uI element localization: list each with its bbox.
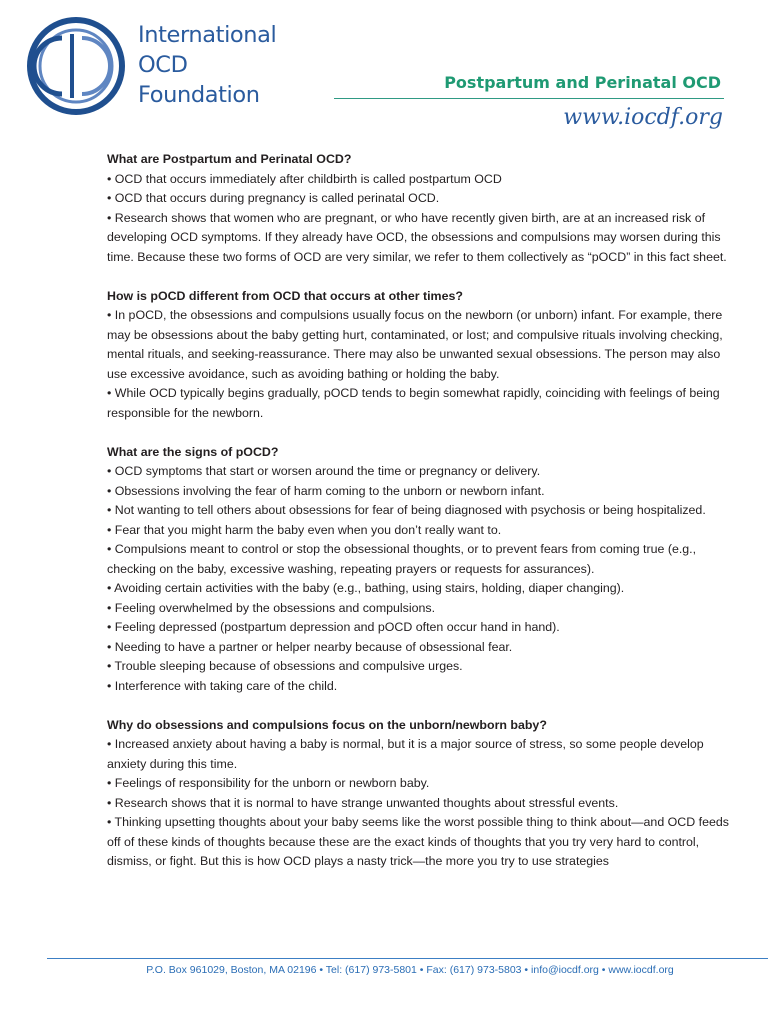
bullet-item: • OCD that occurs during pregnancy is called perinatal OCD. xyxy=(107,191,440,205)
bullet-item: • OCD symptoms that start or worsen around the time or pregnancy or delivery. xyxy=(107,464,541,478)
org-name-line-3: Foundation xyxy=(138,82,260,108)
bullet-item: • Fear that you might harm the baby even when you don’t really want to. xyxy=(107,522,502,537)
bullet-item: • Feeling depressed (postpartum depression and pOCD often occur hand in hand). xyxy=(107,620,560,634)
bullet-item: • In pOCD, the obsessions and compulsions usually focus on the newborn (or unborn) infant. For example, there may be obsessions about the baby getting hurt, contaminated, or lost; and compulsive rituals involving checking, mental rituals, and seeking-reassurance. There may also be unwanted sexual obsessions. The person may also use excessive avoidance, such as avoiding bathing or holding the baby. xyxy=(107,308,723,381)
org-name-line-1: International xyxy=(138,22,277,48)
bullet-item: • Research shows that women who are pregnant, or who have recently given birth, are at an increased risk of developing OCD symptoms. If they already have OCD, the obsessions and compulsions may worsen during this time. Because these two forms of OCD are very similar, we refer to them collectively as “pOCD” in this fact sheet. xyxy=(107,210,727,264)
bullet-item: • Trouble sleeping because of obsessions and compulsive urges. xyxy=(107,659,463,673)
bullet-item: • While OCD typically begins gradually, pOCD tends to begin somewhat rapidly, coinciding with feelings of being responsible for the newborn. xyxy=(107,386,720,420)
bullet-item: • Interference with taking care of the child. xyxy=(107,678,338,693)
section-question: What are Postpartum and Perinatal OCD? xyxy=(107,152,352,166)
fact-sheet-body xyxy=(107,150,729,891)
bullet-item: • Not wanting to tell others about obsessions for fear of being diagnosed with psychosis or being hospitalized. xyxy=(107,503,706,517)
bullet-item: • Feelings of responsibility for the unborn or newborn baby. xyxy=(107,776,430,790)
bullet-item: • OCD that occurs immediately after childbirth is called postpartum OCD xyxy=(107,171,502,186)
bullet-item: • Obsessions involving the fear of harm coming to the unborn or newborn infant. xyxy=(107,483,545,498)
bullet-item: • Needing to have a partner or helper nearby because of obsessional fear. xyxy=(107,639,513,654)
org-name-line-2: OCD xyxy=(138,52,188,78)
section-question: What are the signs of pOCD? xyxy=(107,444,279,459)
website-url[interactable]: www.iocdf.org xyxy=(563,105,723,130)
organization-name xyxy=(138,20,276,110)
bullet-item: • Thinking upsetting thoughts about your baby seems like the worst possible thing to think about—and OCD feeds off of these kinds of thoughts because these are the exact kinds of thoughts that you try very hard to control, dismiss, or fight. But this is how OCD plays a nasty trick—the more you try to use strategies xyxy=(107,815,729,868)
bullet-item: • Increased anxiety about having a baby is normal, but it is a major source of stress, so some people develop anxiety during this time. xyxy=(107,737,704,771)
logo xyxy=(24,14,277,124)
bullet-item: • Feeling overwhelmed by the obsessions and compulsions. xyxy=(107,600,436,615)
header-divider xyxy=(334,98,724,99)
section-question: Why do obsessions and compulsions focus on the unborn/newborn baby? xyxy=(107,717,547,732)
iocdf-logo-mark xyxy=(24,14,128,118)
section-what-are-pocd xyxy=(107,150,729,267)
section-how-different xyxy=(107,287,729,424)
bullet-item: • Compulsions meant to control or stop the obsessional thoughts, or to prevent fears from coming true (e.g., checking on the baby, excessive washing, repeating prayers or requests for assurances). xyxy=(107,542,697,576)
footer-divider xyxy=(47,958,768,959)
section-question: How is pOCD different from OCD that occurs at other times? xyxy=(107,288,463,303)
footer-contact: P.O. Box 961029, Boston, MA 02196 • Tel: (617) 973-5801 • Fax: (617) 973-5803 • info@iocdf.org • www.iocdf.org xyxy=(146,964,674,976)
section-signs xyxy=(107,443,729,697)
document-title: Postpartum and Perinatal OCD xyxy=(444,73,721,92)
bullet-item: • Avoiding certain activities with the baby (e.g., bathing, using stairs, holding, diaper changing). xyxy=(107,581,625,595)
bullet-item: • Research shows that it is normal to have strange unwanted thoughts about stressful events. xyxy=(107,795,619,810)
section-why-focus xyxy=(107,716,729,872)
